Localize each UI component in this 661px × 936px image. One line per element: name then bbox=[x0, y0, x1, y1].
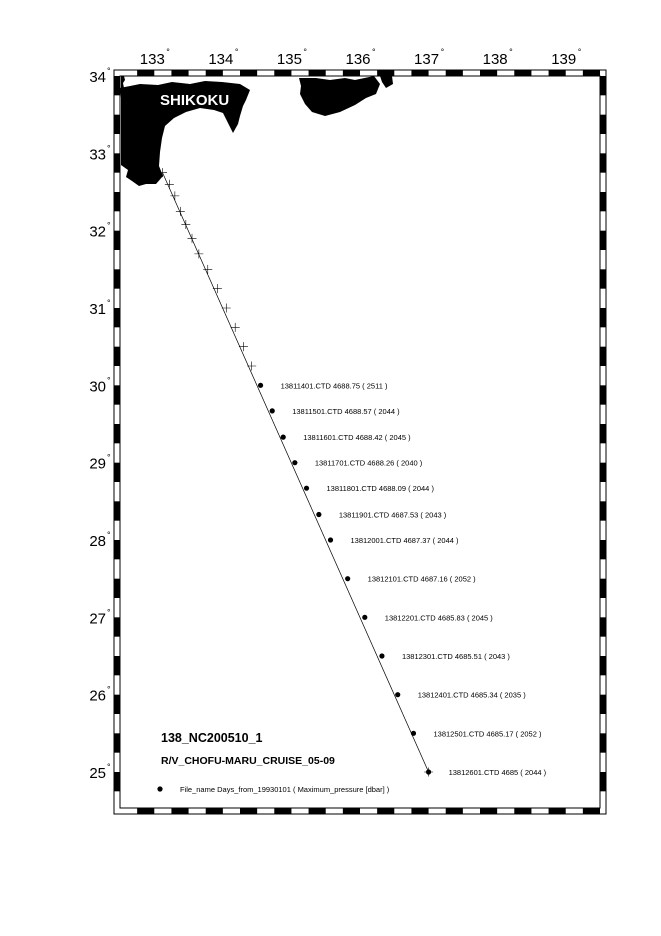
cruise-id-title: 138_NC200510_1 bbox=[161, 731, 263, 745]
lat-tick-label: 25 bbox=[89, 765, 106, 782]
frame-check-bottom bbox=[137, 808, 154, 814]
station-dot bbox=[395, 692, 400, 697]
frame-check-bottom bbox=[309, 808, 326, 814]
frame-check-bottom bbox=[583, 808, 600, 814]
degree-symbol: ° bbox=[107, 143, 111, 154]
station-label: 13811601.CTD 4688.42 ( 2045 ) bbox=[303, 433, 411, 443]
lon-tick-label: 138 bbox=[482, 51, 508, 68]
frame-check-bottom bbox=[514, 808, 531, 814]
frame-check-top bbox=[583, 70, 600, 76]
frame-check-left bbox=[114, 231, 120, 250]
frame-check-right bbox=[600, 579, 606, 598]
frame-check-left bbox=[114, 656, 120, 675]
frame-check-bottom bbox=[343, 808, 360, 814]
lon-tick-label: 134 bbox=[208, 51, 234, 68]
frame-check-left bbox=[114, 115, 120, 134]
station-dot bbox=[292, 460, 297, 465]
lat-tick-label: 32 bbox=[89, 223, 106, 241]
degree-symbol: ° bbox=[107, 375, 111, 386]
station-label: 13811801.CTD 4688.09 ( 2044 ) bbox=[326, 484, 434, 494]
station-label: 13812201.CTD 4685.83 ( 2045 ) bbox=[384, 613, 493, 623]
cruise-name-title: R/V_CHOFU-MARU_CRUISE_05-09 bbox=[161, 755, 335, 767]
frame-check-top bbox=[514, 70, 531, 76]
station-label: 13812501.CTD 4685.17 ( 2052 ) bbox=[433, 729, 542, 739]
lat-tick-label: 30 bbox=[89, 378, 106, 396]
frame-check-bottom bbox=[377, 808, 394, 814]
frame-check-right bbox=[600, 269, 606, 288]
frame-check-top bbox=[411, 70, 428, 76]
frame-check-right bbox=[600, 231, 606, 250]
frame-check-left bbox=[114, 733, 120, 752]
degree-symbol: ° bbox=[577, 47, 582, 57]
land-label-shikoku: SHIKOKU bbox=[160, 92, 230, 109]
legend-dot-icon bbox=[157, 786, 162, 791]
lat-tick-label: 31 bbox=[89, 301, 106, 318]
lon-tick-label: 135 bbox=[276, 51, 302, 68]
frame-check-right bbox=[600, 695, 606, 714]
frame-check-top bbox=[377, 70, 394, 76]
station-label: 13811701.CTD 4688.26 ( 2040 ) bbox=[314, 458, 423, 468]
degree-symbol: ° bbox=[509, 47, 513, 57]
frame-check-right bbox=[600, 501, 606, 520]
frame-check-bottom bbox=[446, 808, 463, 814]
frame-check-left bbox=[114, 347, 120, 366]
frame-check-right bbox=[600, 76, 606, 95]
station-dot bbox=[304, 486, 309, 491]
lat-tick-label: 29 bbox=[89, 455, 106, 473]
frame-check-top bbox=[171, 70, 188, 76]
station-dot bbox=[328, 537, 333, 542]
frame-check-left bbox=[114, 501, 120, 520]
frame-check-left bbox=[114, 269, 120, 288]
frame-check-top bbox=[240, 70, 257, 76]
degree-symbol: ° bbox=[107, 530, 111, 540]
degree-symbol: ° bbox=[107, 452, 111, 463]
station-dot bbox=[316, 512, 321, 517]
frame-check-right bbox=[600, 772, 606, 791]
station-dot bbox=[345, 576, 350, 581]
frame-check-left bbox=[114, 540, 120, 559]
frame-check-top bbox=[446, 70, 463, 76]
frame-check-left bbox=[114, 617, 120, 636]
frame-check-right bbox=[600, 733, 606, 752]
station-dot bbox=[281, 435, 286, 440]
frame-check-bottom bbox=[206, 808, 223, 814]
degree-symbol: ° bbox=[166, 47, 170, 57]
station-label: 13811401.CTD 4688.75 ( 2511 ) bbox=[280, 381, 388, 391]
lat-tick-label: 28 bbox=[89, 533, 106, 550]
frame-check-right bbox=[600, 385, 606, 404]
frame-check-top bbox=[137, 70, 154, 76]
station-dot bbox=[362, 615, 367, 620]
latitude-tick-labels bbox=[89, 66, 111, 782]
frame-check-bottom bbox=[274, 808, 291, 814]
degree-symbol: ° bbox=[107, 66, 111, 76]
lon-tick-label: 137 bbox=[414, 51, 440, 68]
legend-text: File_name Days_from_19930101 ( Maximum_pressure [dbar] ) bbox=[180, 785, 390, 794]
lon-tick-label: 133 bbox=[139, 51, 165, 68]
frame-check-left bbox=[114, 153, 120, 172]
frame-check-bottom bbox=[411, 808, 428, 814]
frame-check-right bbox=[600, 192, 606, 211]
degree-symbol: ° bbox=[372, 47, 376, 57]
frame-check-top bbox=[343, 70, 360, 76]
frame-check-left bbox=[114, 308, 120, 327]
frame-check-top bbox=[309, 70, 326, 76]
longitude-tick-labels bbox=[140, 47, 582, 68]
station-label: 13812301.CTD 4685.51 ( 2043 ) bbox=[401, 652, 510, 661]
frame-check-left bbox=[114, 76, 120, 95]
frame-check-top bbox=[480, 70, 497, 76]
frame-check-left bbox=[114, 463, 120, 482]
station-label: 13811901.CTD 4687.53 ( 2043 ) bbox=[338, 510, 447, 520]
frame-check-top bbox=[274, 70, 291, 76]
degree-symbol: ° bbox=[107, 220, 111, 231]
frame-check-right bbox=[600, 656, 606, 675]
degree-symbol: ° bbox=[107, 684, 111, 695]
station-dot bbox=[258, 383, 263, 388]
frame-check-bottom bbox=[171, 808, 188, 814]
frame-check-left bbox=[114, 192, 120, 211]
frame-check-right bbox=[600, 617, 606, 636]
lat-tick-label: 33 bbox=[89, 146, 106, 164]
frame-check-right bbox=[600, 308, 606, 327]
frame-check-top bbox=[206, 70, 223, 76]
frame-check-right bbox=[600, 424, 606, 443]
frame-check-top bbox=[549, 70, 566, 76]
degree-symbol: ° bbox=[107, 607, 111, 618]
degree-symbol: ° bbox=[303, 47, 308, 57]
lon-tick-label: 139 bbox=[551, 51, 577, 68]
lon-tick-label: 136 bbox=[345, 51, 371, 68]
degree-symbol: ° bbox=[440, 47, 445, 57]
frame-check-bottom bbox=[480, 808, 497, 814]
frame-check-bottom bbox=[549, 808, 566, 814]
frame-check-left bbox=[114, 385, 120, 404]
frame-check-left bbox=[114, 424, 120, 443]
station-label: 13812401.CTD 4685.34 ( 2035 ) bbox=[417, 690, 526, 700]
degree-symbol: ° bbox=[234, 47, 239, 57]
frame-check-right bbox=[600, 463, 606, 482]
degree-symbol: ° bbox=[107, 298, 111, 308]
frame-check-left bbox=[114, 579, 120, 598]
station-label: 13812001.CTD 4687.37 ( 2044 ) bbox=[350, 536, 459, 545]
frame-check-left bbox=[114, 695, 120, 714]
station-dot bbox=[270, 408, 275, 413]
station-dot bbox=[426, 769, 431, 774]
frame-check-right bbox=[600, 153, 606, 172]
frame-check-left bbox=[114, 772, 120, 791]
degree-symbol: ° bbox=[107, 762, 111, 772]
frame-check-right bbox=[600, 540, 606, 559]
station-label: 13811501.CTD 4688.57 ( 2044 ) bbox=[292, 406, 400, 416]
station-label: 13812101.CTD 4687.16 ( 2052 ) bbox=[367, 574, 476, 584]
lat-tick-label: 34 bbox=[89, 69, 106, 86]
frame-check-bottom bbox=[240, 808, 257, 814]
lat-tick-label: 26 bbox=[89, 687, 106, 705]
frame-check-right bbox=[600, 347, 606, 366]
station-dot bbox=[411, 731, 416, 736]
station-dot bbox=[379, 653, 384, 658]
lat-tick-label: 27 bbox=[89, 610, 106, 628]
frame-check-right bbox=[600, 115, 606, 134]
station-label: 13812601.CTD 4685 ( 2044 ) bbox=[448, 768, 547, 777]
